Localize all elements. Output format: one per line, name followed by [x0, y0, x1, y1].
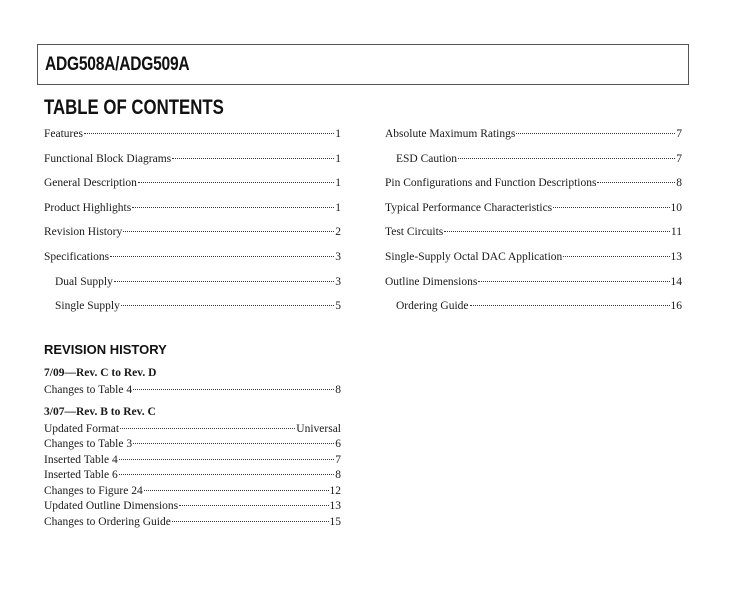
toc-entry-label: Functional Block Diagrams: [44, 152, 172, 165]
toc-entry-page: 8: [676, 177, 682, 190]
toc-right-column: [385, 124, 682, 321]
revision-entry-page: Universal: [296, 422, 341, 435]
toc-entry-page: 5: [335, 300, 341, 313]
revision-entry-label: Inserted Table 4: [44, 453, 118, 466]
dot-leader: [133, 379, 334, 390]
document-header: [37, 44, 689, 85]
dot-leader: [133, 433, 334, 444]
toc-entry-page: 1: [335, 128, 341, 140]
revision-entry-page: 7: [335, 453, 341, 466]
revision-entry-label: Changes to Figure 24: [44, 484, 143, 497]
dot-leader: [120, 418, 295, 429]
toc-left-column: [44, 124, 341, 321]
revision-entry-label: Updated Outline Dimensions: [44, 500, 179, 512]
toc-entry-label: Pin Configurations and Function Descriptions: [385, 177, 597, 190]
dot-leader: [179, 495, 328, 506]
revision-entry-label: Updated Format: [44, 422, 120, 435]
toc-entry-label: Product Highlights: [44, 201, 132, 214]
toc-entry-label: Single-Supply Octal DAC Application: [385, 250, 563, 263]
revision-entry-page: 13: [329, 500, 341, 512]
toc-entry-label: Single Supply: [55, 300, 120, 313]
toc-entry-page: 13: [670, 250, 682, 263]
toc-heading: TABLE OF CONTENTS: [44, 96, 224, 119]
revision-entry-page: 12: [329, 484, 341, 497]
toc-entry-page: 1: [335, 201, 341, 214]
dot-leader: [563, 244, 669, 257]
dot-leader: [119, 449, 335, 460]
dot-leader: [114, 269, 334, 282]
revision-entry: [44, 382, 341, 398]
revision-entry-page: 8: [335, 469, 341, 481]
dot-leader: [110, 244, 334, 257]
dot-leader: [172, 511, 329, 522]
dot-leader: [119, 464, 335, 475]
toc-entry-label: Dual Supply: [55, 275, 113, 288]
toc-entry-label: Test Circuits: [385, 226, 444, 239]
toc-entry-page: 10: [670, 201, 682, 214]
dot-leader: [478, 269, 669, 282]
toc-entry-label: Typical Performance Characteristics: [385, 201, 553, 214]
revision-entry-label: Changes to Table 4: [44, 383, 133, 396]
dot-leader: [132, 195, 334, 208]
revision-entry-page: 15: [329, 515, 341, 528]
toc-entry-label: Specifications: [44, 250, 110, 263]
revision-subheading: 3/07—Rev. B to Rev. C: [44, 406, 156, 418]
dot-leader: [553, 195, 669, 208]
toc-subentry[interactable]: [385, 296, 682, 321]
toc-entry-label: General Description: [44, 177, 137, 190]
dot-leader: [516, 121, 675, 134]
dot-leader: [444, 219, 670, 232]
toc-entry-page: 7: [676, 152, 682, 165]
toc-entry-page: 2: [335, 226, 341, 239]
revision-entry-page: 6: [335, 438, 341, 450]
revision-history-heading: REVISION HISTORY: [44, 342, 167, 357]
toc-entry-label: Outline Dimensions: [385, 275, 478, 288]
dot-leader: [458, 146, 675, 159]
toc-entry-page: 1: [335, 177, 341, 190]
revision-entry-label: Changes to Ordering Guide: [44, 515, 171, 528]
dot-leader: [84, 121, 334, 134]
toc-entry-label: Absolute Maximum Ratings: [385, 128, 516, 140]
dot-leader: [121, 293, 334, 306]
toc-entry-label: Features: [44, 128, 83, 140]
toc-entry-page: 3: [335, 250, 341, 263]
dot-leader: [597, 170, 675, 183]
revision-entry: [44, 514, 341, 530]
revision-subheading: 7/09—Rev. C to Rev. D: [44, 367, 157, 379]
toc-entry-page: 14: [670, 275, 682, 288]
part-number-title: ADG508A/ADG509A: [45, 54, 190, 75]
revision-block: [44, 405, 341, 529]
revision-block: [44, 366, 341, 397]
dot-leader: [138, 170, 334, 183]
toc-entry-page: 7: [676, 128, 682, 140]
toc-entry-page: 16: [670, 300, 682, 313]
dot-leader: [470, 293, 670, 306]
revision-entry-page: 8: [335, 383, 341, 396]
dot-leader: [144, 480, 329, 491]
dot-leader: [172, 146, 334, 159]
toc-entry-label: Revision History: [44, 226, 123, 239]
toc-entry-page: 3: [335, 275, 341, 288]
toc-entry-page: 1: [335, 152, 341, 165]
toc-entry-page: 11: [670, 226, 682, 239]
toc-subentry[interactable]: [44, 296, 341, 321]
revision-entry-label: Inserted Table 6: [44, 469, 118, 481]
revision-entry-label: Changes to Table 3: [44, 438, 133, 450]
toc-entry-label: Ordering Guide: [396, 300, 469, 313]
dot-leader: [123, 219, 334, 232]
toc-entry-label: ESD Caution: [396, 152, 458, 165]
